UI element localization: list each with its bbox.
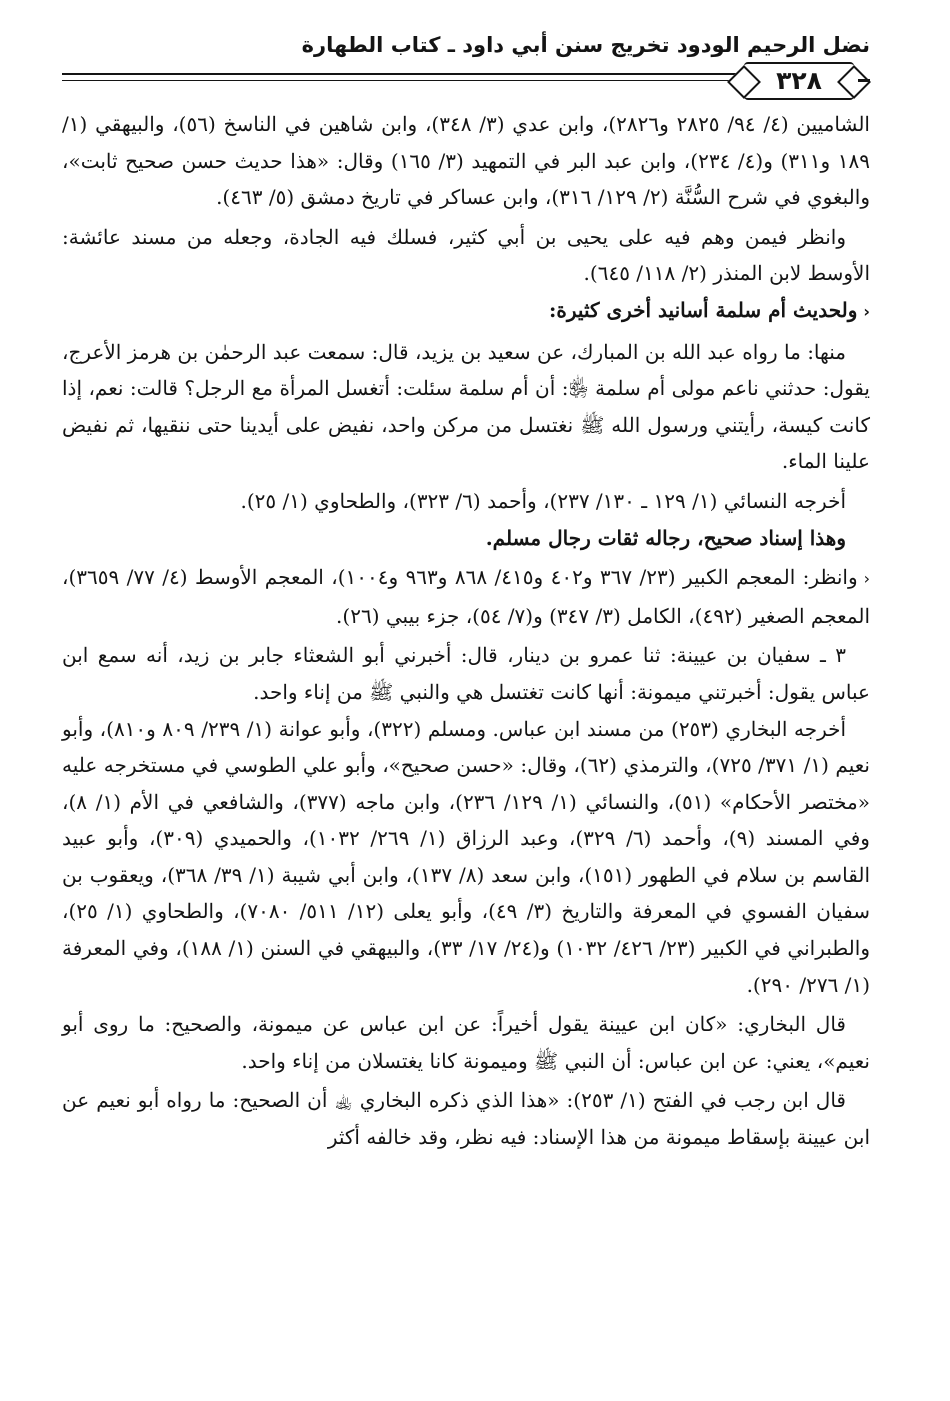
page-body — [62, 106, 870, 1156]
bullet-arrow-icon: ‹ — [863, 569, 871, 589]
header-thin-line — [62, 80, 738, 81]
header-top-line — [62, 73, 738, 75]
page-number: ٣٢٨ — [776, 66, 822, 95]
page-number-badge — [744, 62, 854, 100]
paragraph-bukhari-note: قال البخاري: «كان ابن عيينة يقول أخيراً: عن ابن عباس عن ميمونة، والصحيح: ما روى أبو نعيم»، يعني: عن ابن عباس: أن النبي ﷺ وميمونة كانا يغتسلان من إناء واحد. — [62, 1012, 870, 1073]
paragraph-heading-asanid — [62, 292, 870, 331]
running-title: نضل الرحيم الودود تخريج سنن أبي داود ـ كتاب الطهارة — [301, 33, 870, 57]
paragraph-hadith-um-salama: منها: ما رواه عبد الله بن المبارك، عن سعيد بن يزيد، قال: سمعت عبد الرحمٰن بن هرمز الأعرج، يقول: حدثني ناعم مولى أم سلمة ﵂: أن أم سلمة سئلت: أتغسل المرأة مع الرجل؟ قالت: نعم، إذا كانت كيسة، رأيتني ورسول الله ﷺ نغتسل من مركن واحد، نفيض على أيدينا حتى ننقيها، ثم نفيض علينا الماء. — [62, 339, 870, 474]
bullet-arrow-icon: ‹ — [863, 301, 870, 321]
header-right-rule — [858, 79, 870, 82]
paragraph-note-wahm: وانظر فيمن وهم فيه على يحيى بن أبي كثير، فسلك فيه الجادة، وجعله من مسند عائشة: الأوسط لابن المنذر (٢/ ١١٨/ ٦٤٥). — [62, 224, 870, 286]
book-page — [62, 28, 870, 1388]
paragraph-takhrij-bukhari: أخرجه البخاري (٢٥٣) من مسند ابن عباس. ومسلم (٣٢٢)، وأبو عوانة (١/ ٢٣٩/ ٨٠٩ و٨١٠)، وأبو نعيم (١/ ٣٧١/ ٧٢٥)، والترمذي (٦٢)، وقال: «حسن صحيح»، وأبو علي الطوسي في مستخرجه عليه «مختصر الأحكام» (٥١)، والنسائي (١/ ١٢٩/ ٢٣٦)، وابن ماجه (٣٧٧)، والشافعي في الأم (١/ ٨)، وفي المسند (٩)، وأحمد (٦/ ٣٢٩)، وعبد الرزاق (١/ ٢٦٩/ ١٠٣٢)، والحميدي (٣٠٩)، وأبو عبيد القاسم بن سلام في الطهور (١٥١)، وابن سعد (٨/ ١٣٧)، وابن أبي شيبة (١/ ٣٩/ ٣٦٨)، ويعقوب بن سفيان الفسوي في المعرفة والتاريخ (٣/ ٤٩)، وأبو يعلى (١٢/ ٥١١/ ٧٠٨٠)، والطحاوي (١/ ٢٥)، والطبراني في الكبير (٢٣/ ٤٢٦/ ١٠٣٢) و(٢٤/ ١٧/ ٣٣)، والبيهقي في السنن (١/ ١٨٨)، وفي المعرفة (١/ ٢٧٦/ ٢٩٠). — [62, 716, 871, 997]
paragraph-see-also — [62, 559, 870, 634]
paragraph-takhrij-nasai: أخرجه النسائي (١/ ١٢٩ ـ ١٣٠/ ٢٣٧)، وأحمد (٦/ ٣٢٣)، والطحاوي (١/ ٢٥). — [240, 488, 846, 513]
paragraph-isnad-sahih: وهذا إسناد صحيح، رجاله ثقات رجال مسلم. — [485, 525, 846, 550]
paragraph-hadith-3: ٣ ـ سفيان بن عيينة: ثنا عمرو بن دينار، قال: أخبرني أبو الشعثاء جابر بن زيد، أنه سمع ابن عباس يقول: أخبرتني ميمونة: أنها كانت تغتسل هي والنبي ﷺ من إناء واحد. — [62, 643, 870, 704]
paragraph-citations-1: الشاميين (٤/ ٩٤/ ٢٨٢٥ و٢٨٢٦)، وابن عدي (٣/ ٣٤٨)، وابن شاهين في الناسخ (٥٦)، والبيهقي (١/ ١٨٩ و٣١١) و(٤/ ٢٣٤)، وابن عبد البر في التمهيد (٣/ ١٦٥) وقال: «هذا حديث حسن صحيح ثابت»، والبغوي في شرح السُّنَّة (٢/ ١٢٩/ ٣١٦)، وابن عساكر في تاريخ دمشق (٥/ ٤٦٣). — [62, 112, 870, 210]
paragraph-ibn-rajab: قال ابن رجب في الفتح (١/ ٢٥٣): «هذا الذي ذكره البخاري ﵀ أن الصحيح: ما رواه أبو نعيم عن ابن عيينة بإسقاط ميمونة من هذا الإسناد: فيه نظر، وقد خالفه أكثر — [62, 1088, 870, 1150]
header-rule — [62, 62, 870, 106]
heading-text: ولحديث أم سلمة أسانيد أخرى كثيرة: — [549, 297, 858, 322]
see-also-text: وانظر: المعجم الكبير (٢٣/ ٣٦٧ و٤٠٢ و٤١٥/ ٨٦٨ و٩٦٣ و١٠٠٤)، المعجم الأوسط (٤/ ٧٧/ ٣٦٥٩)، المعجم الصغير (٤٩٢)، الكامل (٣/ ٣٤٧) و(٧/ ٥٤)، جزء بيبي (٢٦). — [62, 565, 870, 628]
